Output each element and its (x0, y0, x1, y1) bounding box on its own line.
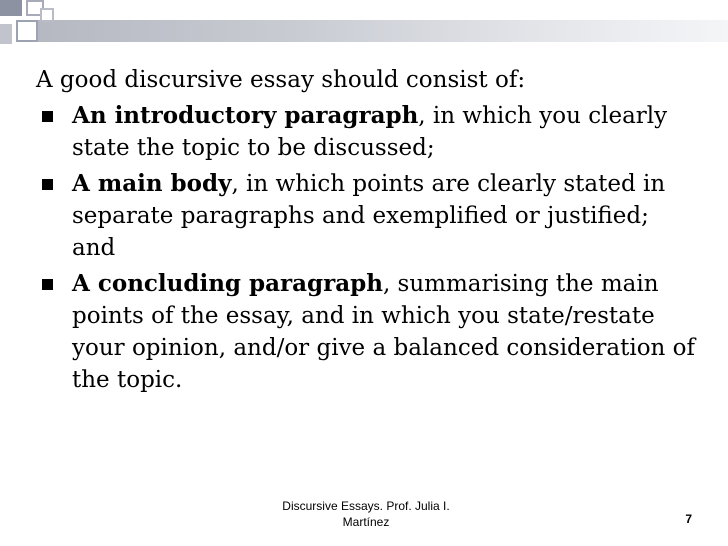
square-bullet-icon (42, 111, 53, 122)
decorative-square (40, 8, 54, 22)
bullet-heading: A main body (72, 170, 232, 197)
decorative-square (0, 24, 12, 44)
decorative-square (16, 20, 38, 42)
bullet-item-concluding-paragraph (36, 268, 696, 396)
bullet-text: , in which points are clearly stated in separate paragraphs and exemplified or justified; and (72, 171, 666, 261)
decorative-square (0, 0, 22, 16)
footer-text: Discursive Essays. Prof. Julia I. Martínez (282, 499, 450, 529)
bullet-text: , in which you clearly state the topic to be discussed; (72, 103, 668, 161)
square-bullet-icon (42, 279, 53, 290)
header-gradient-bar (18, 20, 728, 42)
bullet-heading: An introductory paragraph (72, 102, 419, 129)
slide-body (36, 64, 696, 400)
intro-text: A good discursive essay should consist of: (36, 67, 526, 93)
page-number: 7 (685, 512, 692, 526)
bullet-heading: A concluding paragraph (72, 270, 383, 297)
header-decoration (0, 0, 728, 60)
bullet-item-introductory-paragraph (36, 100, 696, 164)
square-bullet-icon (42, 179, 53, 190)
bullet-list (36, 100, 696, 396)
bullet-item-main-body (36, 168, 696, 264)
bullet-text: , summarising the main points of the essay, and in which you state/restate your opinion, and/or give a balanced consideration of the topic. (72, 271, 696, 393)
